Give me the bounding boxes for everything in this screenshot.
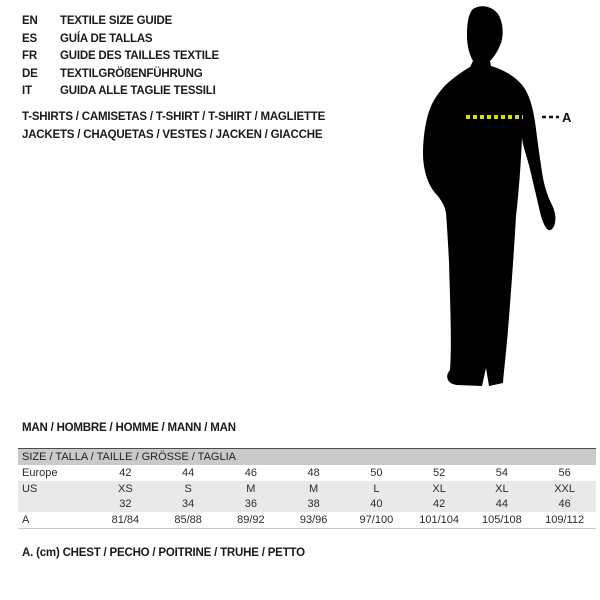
size-table — [18, 448, 596, 529]
cell: M — [309, 483, 319, 495]
cell: 81/84 — [111, 514, 140, 526]
cell: 42 — [119, 467, 132, 479]
cell: 109/112 — [545, 514, 585, 526]
table-rowgroup-us — [18, 481, 596, 512]
man-silhouette-figure — [420, 5, 572, 397]
row-label: US — [22, 483, 38, 495]
language-code: ES — [22, 32, 37, 45]
cell: 38 — [307, 498, 320, 510]
cell: 46 — [244, 467, 257, 479]
footnote: A. (cm) CHEST / PECHO / POITRINE / TRUHE / PETTO — [22, 547, 305, 559]
cell: 52 — [433, 467, 446, 479]
language-list — [22, 13, 219, 101]
cell: 48 — [307, 467, 320, 479]
section-title: MAN / HOMBRE / HOMME / MANN / MAN — [22, 422, 236, 434]
language-text: TEXTILE SIZE GUIDE — [60, 15, 173, 27]
table-row-us-numbers — [18, 497, 596, 512]
row-label — [18, 497, 94, 512]
cell: 50 — [370, 467, 383, 479]
cell: XS — [118, 483, 133, 495]
cell: 54 — [495, 467, 508, 479]
category-titles — [22, 108, 325, 144]
cell: 44 — [495, 498, 508, 510]
cell: 36 — [244, 498, 257, 510]
language-text: GUIDA ALLE TAGLIE TESSILI — [60, 85, 216, 97]
measure-label-a: A — [562, 110, 572, 125]
language-text: GUIDE DES TAILLES TEXTILE — [60, 50, 219, 62]
cell: XL — [495, 483, 509, 495]
language-row-de — [22, 66, 219, 84]
cell: 32 — [119, 498, 132, 510]
table-row-us-letters — [18, 481, 596, 497]
cell: L — [373, 483, 380, 495]
cell: 34 — [182, 498, 195, 510]
cell: S — [184, 483, 192, 495]
cell: 101/104 — [419, 514, 459, 526]
size-table-header: SIZE / TALLA / TAILLE / GRÖSSE / TAGLIA — [18, 449, 596, 465]
language-text: GUÍA DE TALLAS — [60, 32, 153, 45]
man-silhouette — [423, 6, 555, 386]
language-code: FR — [22, 50, 37, 62]
cell: 44 — [182, 467, 195, 479]
cell: M — [246, 483, 256, 495]
table-row-chest-a — [18, 512, 596, 528]
cell: 85/88 — [174, 514, 202, 526]
language-code: EN — [22, 15, 38, 27]
language-row-fr — [22, 48, 219, 66]
language-row-it — [22, 83, 219, 101]
row-label: A — [22, 514, 30, 526]
cell: XL — [432, 483, 446, 495]
cell: 46 — [558, 498, 571, 510]
language-row-en — [22, 13, 219, 31]
language-code: DE — [22, 67, 38, 80]
language-code: IT — [22, 85, 32, 97]
category-tshirts: T-SHIRTS / CAMISETAS / T-SHIRT / T-SHIRT / MAGLIETTE — [22, 111, 326, 123]
row-label: Europe — [22, 467, 58, 479]
cell: XXL — [554, 483, 576, 495]
category-jackets: JACKETS / CHAQUETAS / VESTES / JACKEN / GIACCHE — [22, 129, 323, 141]
cell: 93/96 — [299, 514, 328, 526]
cell: 105/108 — [481, 514, 522, 526]
cell: 56 — [558, 467, 571, 479]
cell: 42 — [433, 498, 446, 510]
cell: 89/92 — [237, 514, 265, 526]
cell: 97/100 — [359, 514, 394, 526]
table-row-europe — [18, 465, 596, 481]
cell: 40 — [370, 498, 383, 510]
language-row-es — [22, 31, 219, 49]
language-text: TEXTILGRÖßENFÜHRUNG — [60, 67, 203, 80]
